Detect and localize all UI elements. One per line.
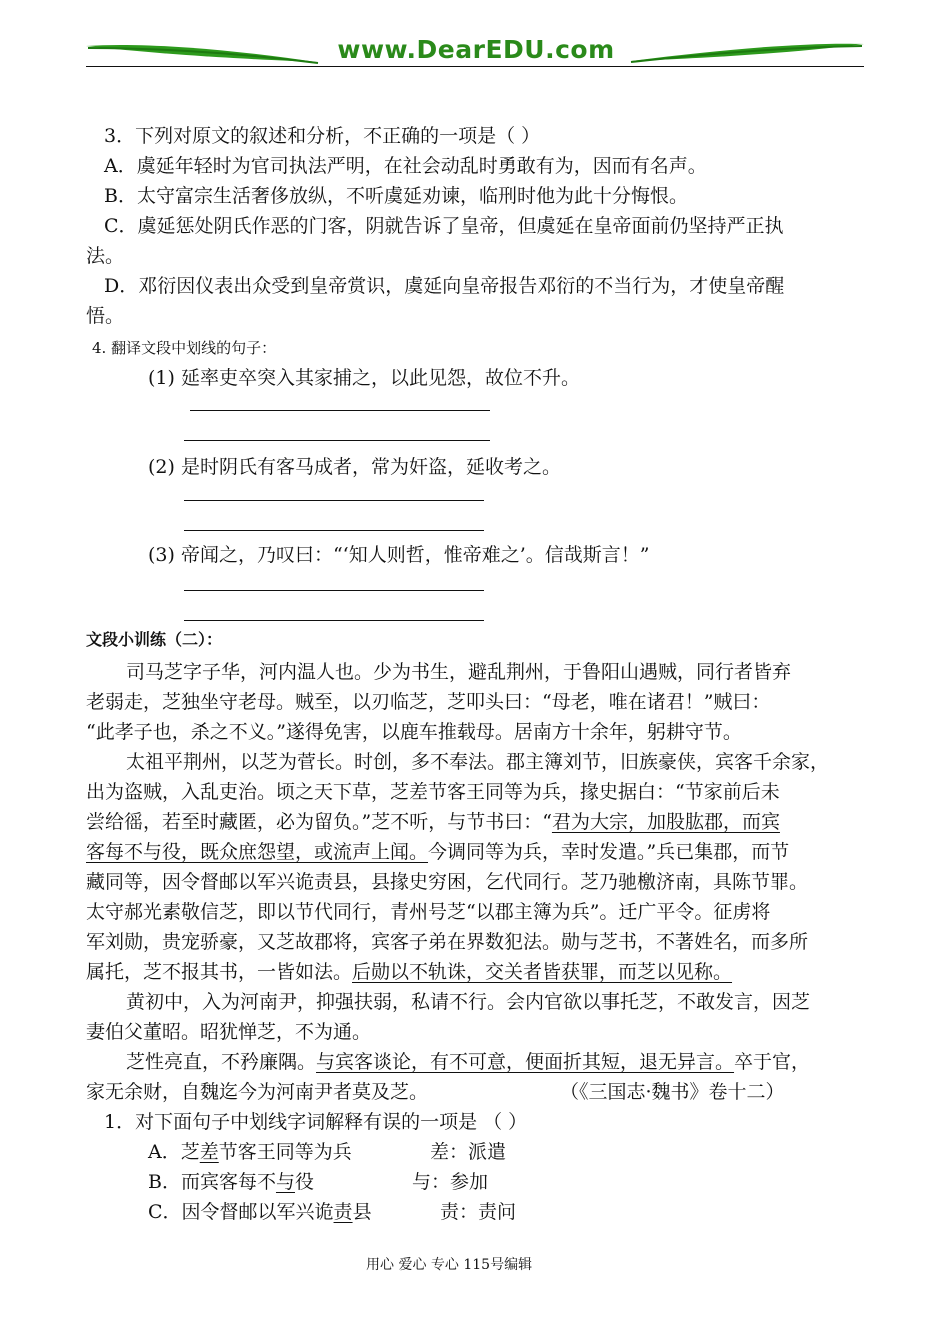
- option-text: 役: [294, 1171, 314, 1193]
- answer-line: [190, 410, 490, 411]
- question-1-option-a: [148, 1140, 352, 1164]
- answer-line: [184, 530, 484, 531]
- option-text: A．芝: [148, 1141, 200, 1163]
- passage-line: 出为盗贼，入乱吏治。顷之天下草，芝差节客王同等为兵，掾史据白：“节家前后未: [86, 781, 780, 803]
- answer-line: [184, 620, 484, 621]
- passage-text: 卒于官，: [734, 1051, 811, 1073]
- option-text: 节客王同等为兵: [218, 1141, 352, 1163]
- passage-line: 黄初中，入为河南尹，抑强扶弱，私请不行。会内官欲以事托芝，不敢发言，因芝: [126, 991, 811, 1013]
- question-1-gloss-a: 差：派遣: [430, 1141, 507, 1163]
- translation-sentence-1: (1) 延率吏卒突入其家捕之，以此见怨，故位不升。: [148, 367, 580, 389]
- underlined-word: 责: [333, 1201, 353, 1223]
- section-heading: 文段小训练（二）：: [86, 630, 223, 649]
- underlined-word: 差: [199, 1141, 219, 1163]
- passage-line: “此孝子也，杀之不义。”遂得免害，以鹿车推载母。居南方十余年，躬耕守节。: [86, 721, 742, 743]
- passage-line: 司马芝字子华，河内温人也。少为书生，避乱荆州，于鲁阳山遇贼，同行者皆弃: [126, 661, 792, 683]
- header-divider: [86, 66, 864, 67]
- underlined-sentence: 客每不与役，既众庶怨望，或流声上闻。: [86, 841, 429, 863]
- question-1-gloss-c: 责：责问: [440, 1201, 517, 1223]
- passage-text: 属托，芝不报其书，一皆如法。: [86, 961, 353, 983]
- underlined-sentence: 君为大宗，加股肱郡，而宾: [551, 811, 780, 833]
- option-text: B．而宾客每不: [148, 1171, 276, 1193]
- passage-line: 太祖平荆州，以芝为菅长。时创，多不奉法。郡主簿刘节，旧族豪侠，宾客千余家，: [126, 751, 830, 773]
- question-3-option-d-line1: D．邓衍因仪表出众受到皇帝赏识，虞延向皇帝报告邓衍的不当行为，才使皇帝醒: [104, 275, 785, 297]
- passage-line: 藏同等，因令督邮以军兴诡责县，县掾史穷困，乞代同行。芝乃驰檄济南，具陈节罪。: [86, 871, 809, 893]
- passage-line: 军刘勋，贵宠骄豪，又芝故郡将，宾客子弟在界数犯法。勋与芝书，不著姓名，而多所: [86, 931, 809, 953]
- passage-line: [126, 1050, 810, 1074]
- logo-text: www.DearEDU.com: [337, 35, 615, 64]
- question-3-option-c-line1: C．虞延惩处阴氏作恶的门客，阴就告诉了皇帝，但虞延在皇帝面前仍坚持严正执: [104, 215, 784, 237]
- passage-line: 太守郝光素敬信芝，即以节代同行，青州号芝“以郡主簿为兵”。迁广平令。征虏将: [86, 901, 771, 923]
- passage-line: [86, 960, 732, 984]
- answer-line: [184, 440, 490, 441]
- underlined-sentence: 后勋以不轨诛，交关者皆获罪，而芝以见称。: [352, 961, 733, 983]
- passage-text: 芝性亮直，不矜廉隅。: [126, 1051, 317, 1073]
- translation-sentence-3: (3) 帝闻之，乃叹曰：“‘知人则哲，惟帝难之’。信哉斯言！”: [148, 544, 650, 566]
- question-1-option-c: [148, 1200, 372, 1224]
- question-1-stem: 1．对下面句子中划线字词解释有误的一项是 （ ）: [104, 1111, 528, 1133]
- question-4-stem: 4. 翻译文段中划线的句子：: [92, 339, 277, 357]
- question-1-gloss-b: 与：参加: [412, 1171, 489, 1193]
- question-1-option-b: [148, 1170, 314, 1194]
- question-3-stem: 3．下列对原文的叙述和分析，不正确的一项是（ ）: [104, 125, 541, 147]
- question-3-option-c-line2: 法。: [86, 245, 125, 267]
- passage-line: 老弱走，芝独坐守老母。贼至，以刃临芝，芝叩头曰：“母老，唯在诸君！”贼曰：: [86, 691, 771, 713]
- question-3-option-b: B．太守富宗生活奢侈放纵，不听虞延劝谏，临刑时他为此十分悔恨。: [104, 185, 688, 207]
- passage-line: 妻伯父董昭。昭犹惮芝，不为通。: [86, 1021, 372, 1043]
- passage-source: （《三国志·魏书》卷十二）: [560, 1081, 785, 1103]
- passage-text: 今调同等为兵，幸时发遣。”兵已集郡，而节: [428, 841, 790, 863]
- answer-line: [184, 590, 484, 591]
- option-text: C．因令督邮以军兴诡: [148, 1201, 334, 1223]
- translation-sentence-2: (2) 是时阴氏有客马成者，常为奸盗，延收考之。: [148, 456, 561, 478]
- underlined-sentence: 与宾客谈论，有不可意，便面折其短，退无异言。: [316, 1051, 735, 1073]
- passage-text: 尝给徭，若至时藏匿，必为留负。”芝不听，与节书曰：“: [86, 811, 552, 833]
- option-text: 县: [352, 1201, 372, 1223]
- question-3-option-a: A．虞延年轻时为官司执法严明，在社会动乱时勇敢有为，因而有名声。: [104, 155, 707, 177]
- passage-line: [86, 840, 789, 864]
- passage-line: [86, 810, 780, 834]
- page-footer: 用心 爱心 专心 115号编辑: [366, 1257, 533, 1273]
- passage-line: 家无余财，自魏迄今为河南尹者莫及芝。: [86, 1081, 429, 1103]
- underlined-word: 与: [275, 1171, 295, 1193]
- answer-line: [184, 500, 484, 501]
- question-3-option-d-line2: 悟。: [86, 305, 125, 327]
